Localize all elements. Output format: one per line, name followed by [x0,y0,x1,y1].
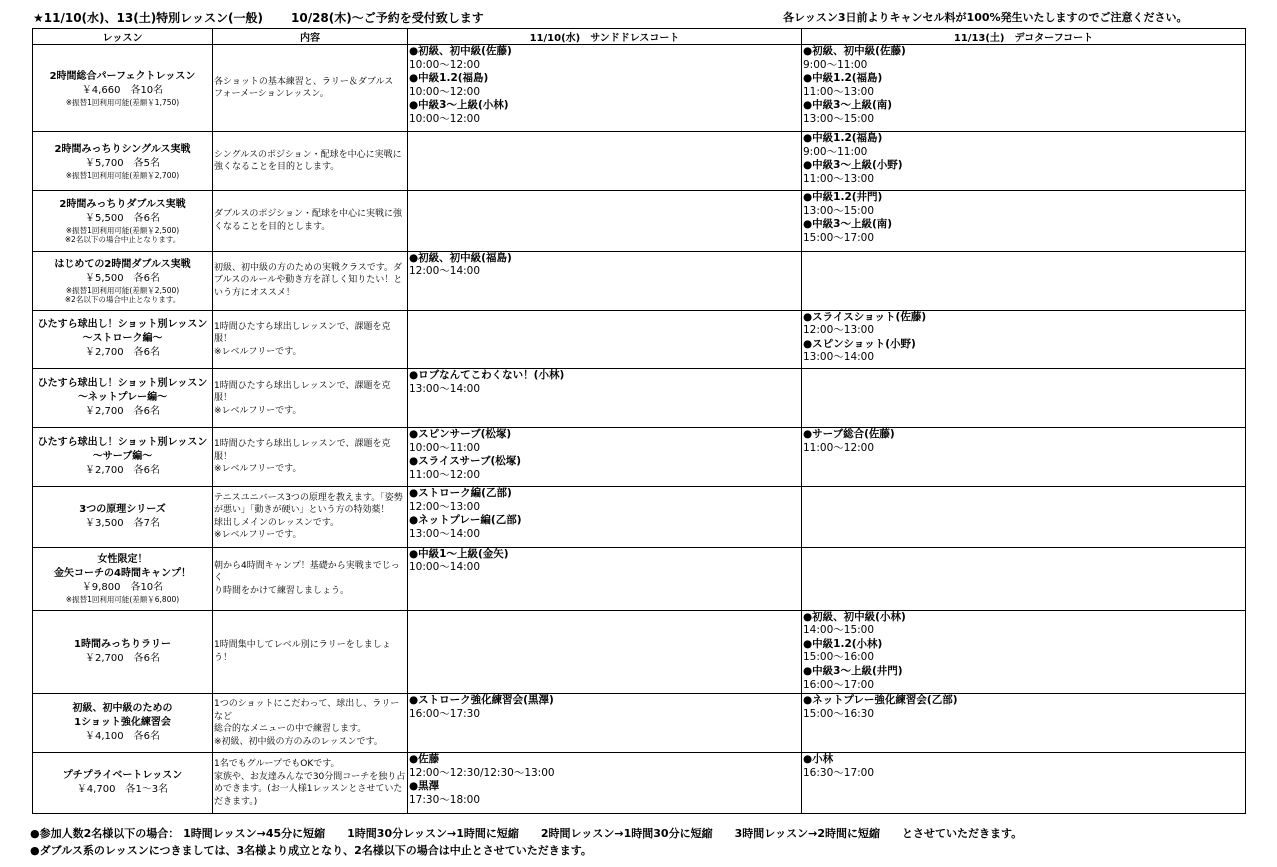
table-row [33,190,1246,251]
slot-time: 13:00～14:00 [409,382,481,395]
lesson-name: 1ショット強化練習会 [74,717,171,729]
description-line: ※レベルフリーです。 [214,346,302,357]
slot-time: 12:00～13:00 [409,500,481,513]
lesson-cell [33,310,213,369]
slot-cell-nov10 [408,45,802,132]
slot-cell-nov13 [802,132,1246,191]
slot-level: ●ネットプレー強化練習会(乙部) [803,694,958,707]
slot-level: ●黒澤 [409,780,440,793]
lesson-name: 女性限定！ [97,554,148,566]
description-line: ※レベルフリーです。 [214,464,302,475]
description-line: 1つのショットにこだわって、球出し、ラリーなど [214,699,400,722]
description-line: ブルスのルールや動き方を詳しく知りたい！と [214,275,403,286]
slot-cell-nov10 [408,428,802,487]
description-line: 総合的なメニューの中で練習します。 [214,724,367,735]
slot-level: ●中級1.2(小林) [803,637,883,650]
slot-level: ●ストローク強化練習会(黒澤) [409,694,554,707]
lesson-cell [33,610,213,694]
lesson-cell [33,369,213,428]
slot-level: ●中級3～上級(井門) [803,665,903,677]
slot-level: ●中級3～上級(小野) [803,159,903,172]
footer-note-short: ●参加人数2名様以下の場合： 1時間レッスン→45分に短縮 1時間30分レッスン→1時間に短縮 2時間レッスン→1時間30分に短縮 3時間レッスン→2時間に短縮 とさせていただきます。 [30,827,1023,840]
slot-time: 10:00～12:00 [409,58,481,71]
slot-time: 12:00～13:00 [803,324,875,337]
table-row [33,610,1246,694]
slot-time: 10:00～12:00 [409,112,481,125]
lesson-note: ※振替1回利用可能(差額￥2,500) [65,285,180,295]
lesson-schedule-table [32,28,1246,814]
description-line: ※レベルフリーです。 [214,405,302,416]
lesson-name: 1時間みっちりラリー [74,638,171,650]
slot-level: ●中級1.2(福島) [803,72,883,85]
table-row [33,428,1246,487]
lesson-note: ※2名以下の場合中止となります。 [64,294,181,304]
slot-time: 10:00～14:00 [409,561,481,574]
description-line: だきます。) [214,796,258,807]
slot-cell-nov10 [408,694,802,753]
slot-cell-nov10 [408,251,802,310]
table-row [33,310,1246,369]
description-line: 1時間ひたすら球出しレッスンで、課題を克服！ [214,321,391,345]
slot-cell-nov13 [802,486,1246,547]
lesson-price: ￥2,700 各6名 [85,652,160,664]
slot-cell-nov10 [408,369,802,428]
lesson-name: ひたすら球出し！ショット別レッスン [37,319,208,331]
slot-time: 12:00～14:00 [409,265,481,278]
slot-time: 15:00～16:00 [803,651,875,664]
slot-level: ●中級1～上級(金矢) [409,547,509,560]
slot-level: ●中級1.2(福島) [409,72,489,85]
lesson-description [213,547,408,610]
slot-level: ●サーブ総合(佐藤) [803,428,895,441]
lesson-price: ￥3,500 各7名 [85,517,160,529]
table-row [33,753,1246,814]
table-row [33,486,1246,547]
lesson-name: 2時間みっちりシングルス実戦 [54,143,191,155]
slot-level: ●初級、初中級(福島) [409,251,512,264]
description-line: めできます。(お一人様1レッスンとさせていた [214,784,403,795]
lesson-note: ※振替1回利用可能(差額￥1,750) [65,97,180,107]
column-header-content: 内容 [213,29,408,45]
slot-time: 11:00～13:00 [803,172,875,185]
lesson-name: ～ストローク編～ [82,333,163,345]
slot-cell-nov13 [802,428,1246,487]
lesson-price: ￥5,500 各6名 [85,212,160,224]
slot-level: ●スピンショット(小野) [803,337,916,350]
lesson-name: ～サーブ編～ [92,451,153,463]
slot-time: 13:00～14:00 [803,351,875,364]
slot-level: ●初級、初中級(佐藤) [409,45,512,57]
slot-level: ●スライスサーブ(松塚) [409,455,522,468]
lesson-cell [33,132,213,191]
table-row [33,547,1246,610]
lesson-description [213,132,408,191]
slot-cell-nov13 [802,753,1246,814]
lesson-cell [33,45,213,132]
slot-time: 10:00～12:00 [409,85,481,98]
lesson-name: 2時間総合パーフェクトレッスン [49,70,196,82]
description-line: 初級、初中級の方のための実戦クラスです。ダ [214,262,403,273]
lesson-price: ￥2,700 各6名 [85,406,160,418]
description-line: 球出しメインのレッスンです。 [214,517,340,528]
reservation-notice: 10/28(木)～ご予約を受付致します [291,11,484,25]
lesson-cell [33,694,213,753]
lesson-cell [33,251,213,310]
column-header-nov13: 11/13(土) デコターフコート [802,29,1246,45]
description-line: り時間をかけて練習しましょう。 [214,585,350,596]
footer-note-doubles: ●ダブルス系のレッスンにつきましては、3名様より成立となり、2名様以下の場合は中止とさせていただきます。 [30,844,592,857]
slot-time: 16:00～17:00 [803,678,875,691]
slot-cell-nov13 [802,369,1246,428]
slot-cell-nov10 [408,132,802,191]
lesson-description [213,753,408,814]
slot-level: ●初級、初中級(小林) [803,610,906,623]
slot-level: ●佐藤 [409,753,440,766]
lesson-description [213,369,408,428]
lesson-note: ※振替1回利用可能(差額￥2,500) [65,225,180,235]
slot-level: ●スライスショット(佐藤) [803,310,927,323]
slot-time: 9:00～11:00 [803,58,868,71]
lesson-description [213,310,408,369]
description-line: ※レベルフリーです。 [214,530,302,541]
description-line: 1名でもグループでもOKです。 [214,759,340,770]
description-line: 朝から4時間キャンプ！基礎から実戦までじっく [214,560,400,584]
description-line: 1時間集中してレベル別にラリーをしましょう！ [214,640,391,663]
slot-time: 13:00～15:00 [803,112,875,125]
page-title: ★11/10(水)、13(土)特別レッスン(一般) [33,11,264,25]
slot-time: 13:00～14:00 [409,527,481,540]
description-line: 1時間ひたすら球出しレッスンで、課題を克服！ [214,439,391,462]
slot-cell-nov13 [802,190,1246,251]
description-line: 家族や、お友達みんなで30分間コーチを独り占 [214,771,406,782]
lesson-cell [33,753,213,814]
lesson-name: ひたすら球出し！ショット別レッスン [37,378,208,390]
slot-cell-nov13 [802,610,1246,694]
lesson-name: 2時間みっちりダブルス実戦 [59,198,186,210]
slot-level: ●ネットプレー編(乙部) [409,514,522,527]
lesson-price: ￥5,500 各6名 [85,272,160,284]
slot-cell-nov10 [408,190,802,251]
lesson-name: プチプライベートレッスン [62,770,183,782]
lesson-description [213,251,408,310]
lesson-price: ￥2,700 各6名 [85,465,160,477]
slot-time: 11:00～12:00 [803,441,875,454]
slot-cell-nov13 [802,45,1246,132]
slot-level: ●ロブなんてこわくない！(小林) [409,369,565,382]
slot-time: 15:00～17:00 [803,231,875,244]
lesson-name: ～ネットプレー編～ [77,392,168,404]
slot-level: ●中級1.2(福島) [803,132,883,145]
lesson-name: ひたすら球出し！ショット別レッスン [37,437,208,449]
slot-level: ●中級3～上級(南) [803,218,893,231]
table-header-row [33,29,1246,45]
description-line: テニスユニバース3つの原理を教えます。「姿勢 [214,492,403,503]
column-header-lesson: レッスン [33,29,213,45]
lesson-cell [33,486,213,547]
slot-time: 17:30～18:00 [409,793,481,806]
lesson-price: ￥5,700 各5名 [85,157,160,169]
lesson-price: ￥2,700 各6名 [85,347,160,359]
slot-level: ●中級3～上級(南) [803,99,893,112]
description-line: 1時間ひたすら球出しレッスンで、課題を克服！ [214,380,391,404]
cancellation-notice: 各レッスン3日前よりキャンセル料が100%発生いたしますのでご注意ください。 [783,11,1188,24]
column-header-nov10: 11/10(水) サンドドレスコート [408,29,802,45]
description-line: ※初級、初中級の方のみのレッスンです。 [214,736,383,747]
lesson-note: ※振替1回利用可能(差額￥2,700) [65,170,180,180]
slot-cell-nov13 [802,694,1246,753]
lesson-description [213,45,408,132]
lesson-description [213,428,408,487]
slot-time: 12:00～12:30/12:30～13:00 [409,766,555,779]
lesson-note: ※振替1回利用可能(差額￥6,800) [65,595,180,605]
slot-cell-nov10 [408,547,802,610]
slot-time: 11:00～12:00 [409,468,481,481]
description-line: が悪い」「動きが硬い」という方の特効薬！ [214,505,390,516]
description-line: いう方にオススメ！ [214,287,295,298]
lesson-name: 3つの原理シリーズ [79,503,166,515]
description-line: くなることを目的とします。 [214,221,331,232]
table-row [33,369,1246,428]
lesson-price: ￥4,700 各1～3名 [76,784,169,796]
page-header [33,9,1265,25]
lesson-cell [33,547,213,610]
slot-time: 13:00～15:00 [803,204,875,217]
slot-time: 11:00～13:00 [803,85,875,98]
lesson-price: ￥4,660 各10名 [81,84,164,96]
description-line: シングルスのポジション・配球を中心に実戦に [214,149,402,160]
lesson-description [213,694,408,753]
slot-time: 16:30～17:00 [803,766,875,779]
slot-level: ●スピンサーブ(松塚) [409,428,512,441]
lesson-price: ￥4,100 各6名 [85,731,160,743]
slot-time: 15:00～16:30 [803,707,875,720]
slot-level: ●中級3～上級(小林) [409,99,509,112]
slot-cell-nov10 [408,310,802,369]
lesson-name: はじめての2時間ダブルス実戦 [54,258,191,270]
lesson-note: ※2名以下の場合中止となります。 [64,234,181,244]
slot-level: ●初級、初中級(佐藤) [803,45,906,57]
description-line: フォーメーションレッスン。 [214,89,329,100]
table-row [33,45,1246,132]
description-line: ダブルスのポジション・配球を中心に実戦に強 [214,209,402,220]
slot-level: ●小林 [803,753,834,766]
table-row [33,132,1246,191]
lesson-description [213,486,408,547]
slot-cell-nov13 [802,310,1246,369]
lesson-cell [33,190,213,251]
table-row [33,694,1246,753]
lesson-price: ￥9,800 各10名 [81,582,164,594]
description-line: 各ショットの基本練習と、ラリー＆ダブルス [214,76,394,87]
slot-cell-nov10 [408,753,802,814]
slot-time: 9:00～11:00 [803,145,868,158]
slot-cell-nov10 [408,486,802,547]
description-line: 強くなることを目的とします。 [214,162,340,173]
lesson-name: 初級、初中級のための [72,703,173,715]
table-row [33,251,1246,310]
lesson-description [213,190,408,251]
lesson-name: 金矢コーチの4時間キャンプ！ [54,568,191,580]
slot-level: ●中級1.2(井門) [803,190,883,203]
slot-cell-nov10 [408,610,802,694]
slot-time: 14:00～15:00 [803,624,875,637]
lesson-cell [33,428,213,487]
slot-time: 10:00～11:00 [409,441,481,454]
slot-cell-nov13 [802,251,1246,310]
slot-level: ●ストローク編(乙部) [409,486,512,499]
slot-time: 16:00～17:30 [409,707,481,720]
lesson-description [213,610,408,694]
slot-cell-nov13 [802,547,1246,610]
